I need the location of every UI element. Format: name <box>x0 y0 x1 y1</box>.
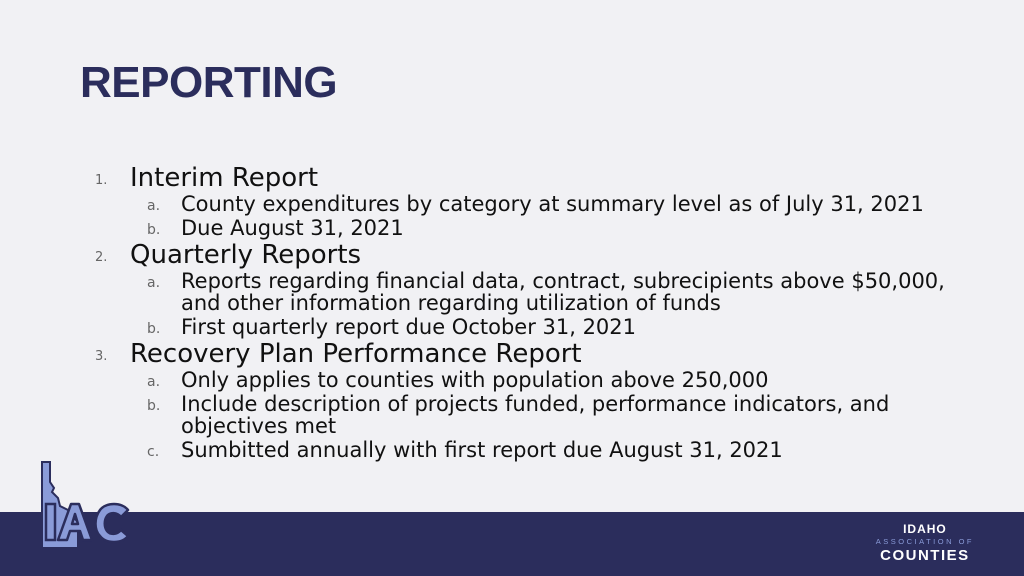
sub-item <box>130 393 960 437</box>
sub-item <box>130 270 960 314</box>
list-item-title: Quarterly Reports <box>130 240 362 270</box>
sub-letter: b. <box>147 398 161 414</box>
sub-item <box>130 316 960 338</box>
sub-item-text: Include description of projects funded, performance indicators, and objectives met <box>181 392 890 438</box>
sub-item-text: Sumbitted annually with first report due August 31, 2021 <box>181 438 783 462</box>
list-number: 1. <box>95 173 108 188</box>
list-item-title: Recovery Plan Performance Report <box>130 339 582 369</box>
sub-letter: a. <box>147 275 161 291</box>
logo-line-idaho: IDAHO <box>903 522 947 536</box>
sub-letter: c. <box>147 444 160 460</box>
sub-letter: a. <box>147 198 161 214</box>
sub-item-text: Due August 31, 2021 <box>181 216 404 240</box>
sub-item-text: First quarterly report due October 31, 2021 <box>181 315 637 339</box>
sub-item <box>130 439 960 461</box>
idaho-association-logo <box>876 522 974 564</box>
sub-letter: b. <box>147 321 161 337</box>
list-item-quarterly-reports <box>80 241 960 338</box>
list-item-recovery-plan-report <box>80 340 960 461</box>
list-number: 2. <box>95 250 108 265</box>
report-list <box>80 164 960 463</box>
iac-logo-icon <box>38 460 138 552</box>
sub-item <box>130 193 960 215</box>
sub-item <box>130 369 960 391</box>
footer-band <box>0 512 1024 576</box>
sub-item-text: County expenditures by category at summary level as of July 31, 2021 <box>181 192 924 216</box>
sub-item-text: Only applies to counties with population above 250,000 <box>181 368 769 392</box>
sub-item <box>130 217 960 239</box>
sub-letter: a. <box>147 374 161 390</box>
sub-item-text: Reports regarding financial data, contract, subrecipients above $50,000, and other information regarding utilization of funds <box>181 269 945 315</box>
list-number: 3. <box>95 349 108 364</box>
list-item-title: Interim Report <box>130 163 319 193</box>
logo-line-counties: COUNTIES <box>880 547 970 564</box>
sub-letter: b. <box>147 222 161 238</box>
list-item-interim-report <box>80 164 960 239</box>
slide-title: REPORTING <box>80 58 338 107</box>
logo-line-association: ASSOCIATION OF <box>875 537 974 546</box>
